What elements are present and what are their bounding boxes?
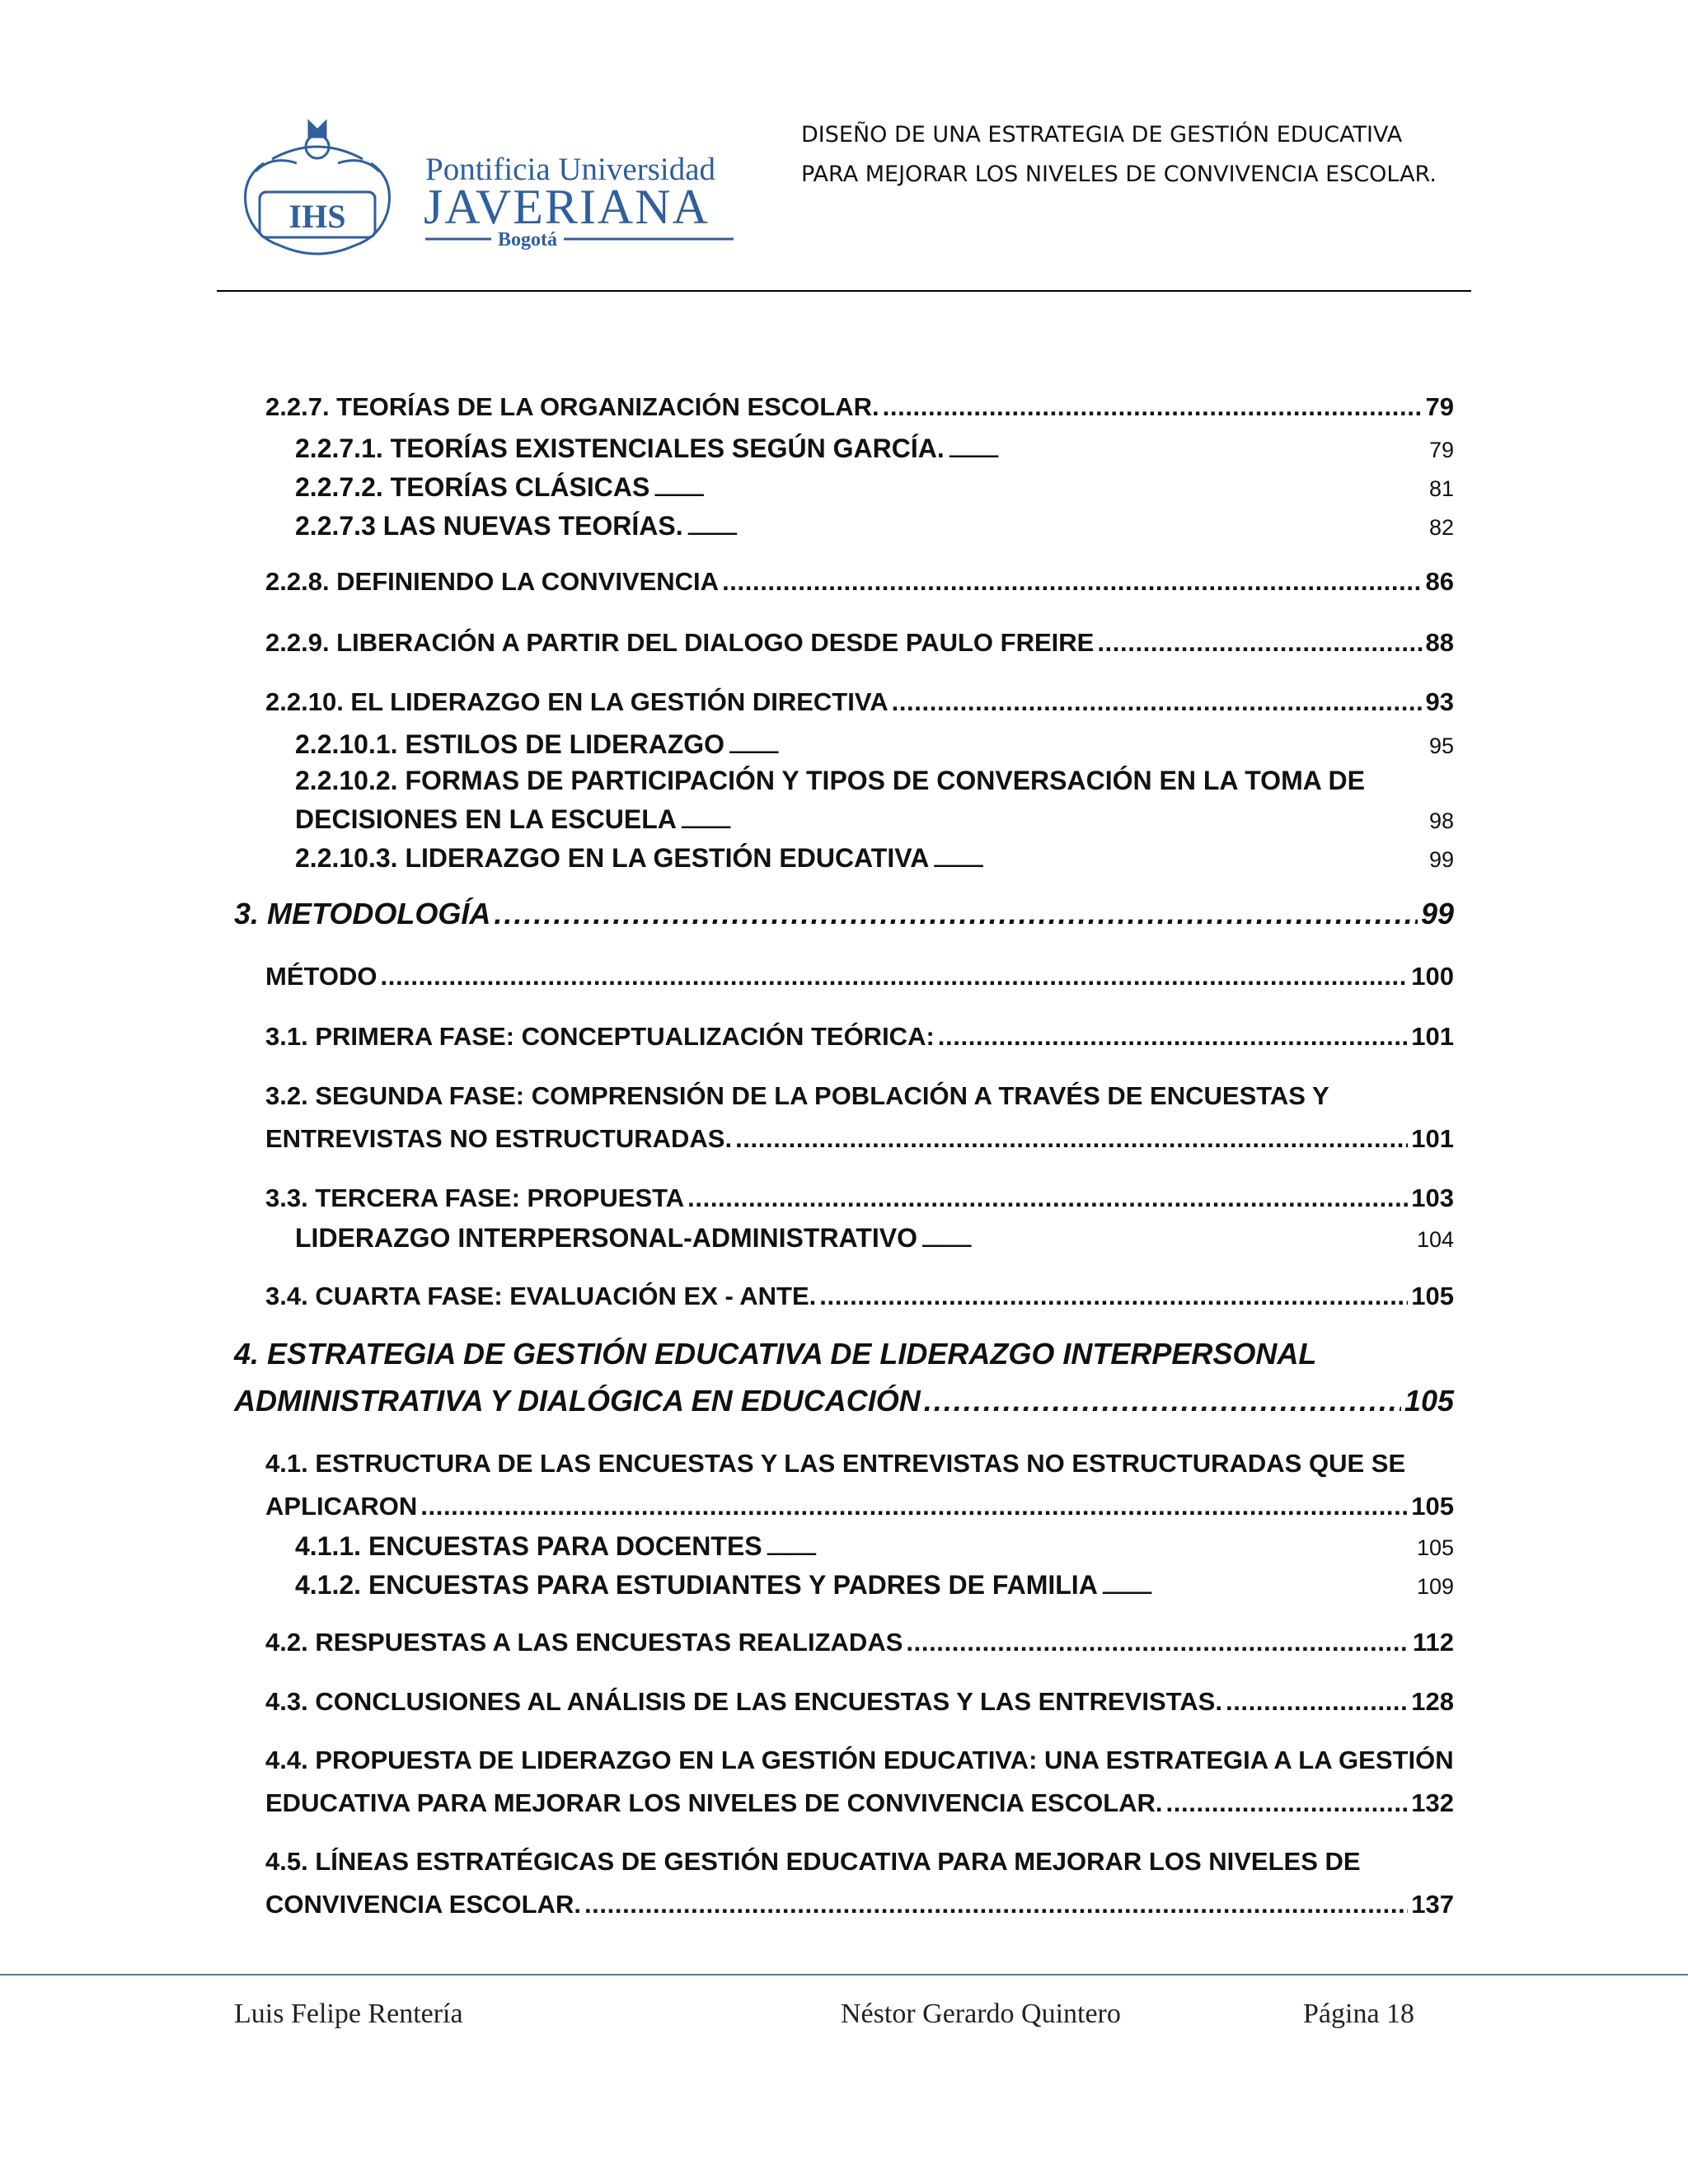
toc-entry-title: CONVIVENCIA ESCOLAR.: [265, 1890, 581, 1919]
toc-leader: [653, 472, 1426, 503]
footer-author-1: Luis Felipe Rentería: [234, 1999, 463, 2029]
toc-leader: [420, 1492, 1408, 1521]
toc-entry[interactable]: [265, 1183, 1454, 1213]
toc-entry-title: LIDERAZGO INTERPERSONAL-ADMINISTRATIVO: [295, 1223, 917, 1253]
toc-entry[interactable]: [295, 472, 1454, 503]
header-title-line2: PARA MEJORAR LOS NIVELES DE CONVIVENCIA ESCOLAR.: [801, 162, 1437, 187]
toc-entry-page: 82: [1428, 515, 1454, 540]
toc-leader: [921, 1223, 1414, 1254]
toc-leader: [722, 567, 1422, 597]
toc-entry[interactable]: [265, 1788, 1454, 1818]
toc-entry-page: 99: [1420, 897, 1454, 930]
toc-entry-title: EDUCATIVA PARA MEJORAR LOS NIVELES DE CONVIVENCIA ESCOLAR.: [265, 1788, 1163, 1817]
toc-entry[interactable]: [265, 628, 1454, 658]
toc-entry-title: ENTREVISTAS NO ESTRUCTURADAS.: [265, 1124, 733, 1153]
toc-leader: [381, 962, 1409, 991]
footer-page-number: Página 18: [1303, 1999, 1415, 2029]
toc-entry-page: 100: [1411, 962, 1454, 991]
toc-entry-page: 137: [1411, 1890, 1454, 1919]
header-divider: [217, 290, 1471, 292]
toc-entry-title: 4.1.2. ENCUESTAS PARA ESTUDIANTES Y PADRES DE FAMILIA: [295, 1570, 1098, 1600]
toc-entry-title: 2.2.7. TEORÍAS DE LA ORGANIZACIÓN ESCOLAR.: [265, 392, 879, 421]
toc-leader: [687, 1183, 1408, 1213]
toc-entry-title-line1: 4. ESTRATEGIA DE GESTIÓN EDUCATIVA DE LIDERAZGO INTERPERSONAL: [234, 1337, 1317, 1371]
toc-entry-title: 2.2.7.1. TEORÍAS EXISTENCIALES SEGÚN GARCÍA.: [295, 434, 945, 463]
toc-leader: [924, 1384, 1401, 1418]
toc-leader: [494, 897, 1418, 931]
toc-entry-page: 103: [1411, 1183, 1454, 1212]
toc-entry[interactable]: [265, 1282, 1454, 1311]
toc-entry-title: 3.1. PRIMERA FASE: CONCEPTUALIZACIÓN TEÓRICA:: [265, 1022, 935, 1051]
toc-entry-title: 4.1.1. ENCUESTAS PARA DOCENTES: [295, 1531, 762, 1561]
toc-entry-title: 3. METODOLOGÍA: [234, 897, 491, 930]
toc-leader: [735, 1124, 1408, 1154]
toc-leader: [1097, 628, 1422, 658]
toc-entry[interactable]: [265, 567, 1454, 597]
toc-entry[interactable]: [234, 897, 1454, 931]
logo-line3: Bogotá: [498, 229, 557, 251]
toc-entry-title: 3.3. TERCERA FASE: PROPUESTA: [265, 1183, 685, 1212]
toc-entry-title: ADMINISTRATIVA Y DIALÓGICA EN EDUCACIÓN: [234, 1384, 921, 1418]
toc-entry[interactable]: [265, 962, 1454, 991]
toc-entry-page: 128: [1411, 1687, 1454, 1716]
toc-entry[interactable]: [295, 843, 1454, 874]
toc-entry[interactable]: [265, 1890, 1454, 1919]
toc-entry[interactable]: [265, 1687, 1454, 1717]
toc-entry-title-line1: 4.4. PROPUESTA DE LIDERAZGO EN LA GESTIÓN EDUCATIVA: UNA ESTRATEGIA A LA GESTIÓN: [265, 1746, 1454, 1774]
toc-leader: [728, 729, 1426, 760]
toc-entry[interactable]: [295, 1570, 1454, 1601]
toc-entry-title: 3.4. CUARTA FASE: EVALUACIÓN EX - ANTE.: [265, 1282, 817, 1310]
toc-entry-title: 2.2.7.3 LAS NUEVAS TEORÍAS.: [295, 511, 683, 541]
toc-entry-title: 4.2. RESPUESTAS A LAS ENCUESTAS REALIZADAS: [265, 1628, 903, 1657]
toc-entry-title-line1: 3.2. SEGUNDA FASE: COMPRENSIÓN DE LA POBLACIÓN A TRAVÉS DE ENCUESTAS Y: [265, 1081, 1329, 1110]
toc-entry-page: 79: [1425, 392, 1454, 421]
toc-entry-title: 2.2.9. LIBERACIÓN A PARTIR DEL DIALOGO DESDE PAULO FREIRE: [265, 628, 1095, 657]
logo-line1: Pontificia Universidad: [425, 152, 716, 187]
toc-entry[interactable]: [265, 392, 1454, 422]
toc-entry-page: 99: [1428, 847, 1454, 872]
toc-entry-page: 109: [1416, 1574, 1454, 1599]
toc-entry-title: 2.2.10. EL LIDERAZGO EN LA GESTIÓN DIRECTIVA: [265, 687, 889, 716]
toc-entry-title: MÉTODO: [265, 962, 377, 991]
toc-leader: [1226, 1687, 1408, 1717]
toc-entry[interactable]: [295, 1223, 1454, 1254]
toc-entry-title: APLICARON: [265, 1492, 418, 1521]
toc-entry-title: 2.2.8. DEFINIENDO LA CONVIVENCIA: [265, 567, 720, 596]
toc-entry[interactable]: [265, 1492, 1454, 1521]
document-header-title: [801, 115, 1477, 194]
toc-entry-title: 2.2.7.2. TEORÍAS CLÁSICAS: [295, 472, 650, 502]
footer-divider: [0, 1974, 1688, 1975]
toc-leader: [892, 687, 1423, 717]
toc-entry[interactable]: [295, 804, 1454, 835]
toc-entry-page: 98: [1428, 808, 1454, 833]
toc-entry[interactable]: [265, 687, 1454, 717]
toc-entry-page: 105: [1404, 1384, 1454, 1418]
toc-entry[interactable]: [295, 729, 1454, 760]
toc-entry-page: 101: [1411, 1124, 1454, 1153]
toc-leader: [687, 511, 1426, 541]
university-logo: [231, 114, 742, 262]
toc-entry-page: 79: [1428, 438, 1454, 462]
toc-leader: [883, 392, 1423, 422]
toc-leader: [906, 1628, 1409, 1657]
toc-leader: [938, 1022, 1408, 1052]
toc-entry-title: 4.3. CONCLUSIONES AL ANÁLISIS DE LAS ENCUESTAS Y LAS ENTREVISTAS.: [265, 1687, 1222, 1716]
toc-entry-title-line1: 4.5. LÍNEAS ESTRATÉGICAS DE GESTIÓN EDUCATIVA PARA MEJORAR LOS NIVELES DE: [265, 1847, 1361, 1876]
toc-entry[interactable]: [295, 511, 1454, 541]
logo-line2: JAVERIANA: [424, 180, 710, 234]
toc-entry-title: 2.2.10.3. LIDERAZGO EN LA GESTIÓN EDUCATIVA: [295, 843, 930, 873]
logo-emblem-text: IHS: [288, 198, 346, 235]
toc-leader: [1166, 1788, 1409, 1818]
toc-entry-page: 93: [1425, 687, 1454, 716]
toc-entry[interactable]: [265, 1022, 1454, 1052]
toc-leader: [766, 1531, 1414, 1562]
toc-leader: [819, 1282, 1408, 1311]
toc-entry-page: 104: [1416, 1227, 1454, 1252]
toc-entry-page: 105: [1411, 1282, 1454, 1310]
toc-leader: [932, 843, 1426, 874]
toc-entry-page: 81: [1428, 476, 1454, 501]
footer-author-2: Néstor Gerardo Quintero: [841, 1999, 1121, 2029]
toc-leader: [948, 434, 1426, 464]
toc-entry-page: 112: [1412, 1628, 1454, 1657]
toc-entry[interactable]: [295, 1531, 1454, 1562]
header-title-line1: DISEÑO DE UNA ESTRATEGIA DE GESTIÓN EDUCATIVA: [801, 122, 1403, 148]
toc-entry-title: DECISIONES EN LA ESCUELA: [295, 804, 677, 834]
toc-entry-page: 132: [1411, 1788, 1454, 1817]
toc-entry-page: 88: [1425, 628, 1454, 657]
toc-leader: [1101, 1570, 1414, 1601]
toc-entry-page: 105: [1411, 1492, 1454, 1521]
toc-entry-page: 95: [1428, 733, 1454, 758]
toc-entry[interactable]: [234, 1384, 1454, 1418]
toc-entry-title-line1: 2.2.10.2. FORMAS DE PARTICIPACIÓN Y TIPOS DE CONVERSACIÓN EN LA TOMA DE: [295, 766, 1365, 795]
toc-entry[interactable]: [265, 1124, 1454, 1154]
toc-entry-page: 105: [1416, 1535, 1454, 1560]
toc-entry-page: 101: [1411, 1022, 1454, 1051]
toc-leader: [680, 804, 1426, 835]
toc-entry[interactable]: [295, 434, 1454, 464]
toc-leader: [584, 1890, 1408, 1919]
toc-entry[interactable]: [265, 1628, 1454, 1657]
toc-entry-page: 86: [1425, 567, 1454, 596]
toc-entry-title: 2.2.10.1. ESTILOS DE LIDERAZGO: [295, 729, 725, 759]
toc-entry-title-line1: 4.1. ESTRUCTURA DE LAS ENCUESTAS Y LAS ENTREVISTAS NO ESTRUCTURADAS QUE SE: [265, 1449, 1406, 1478]
